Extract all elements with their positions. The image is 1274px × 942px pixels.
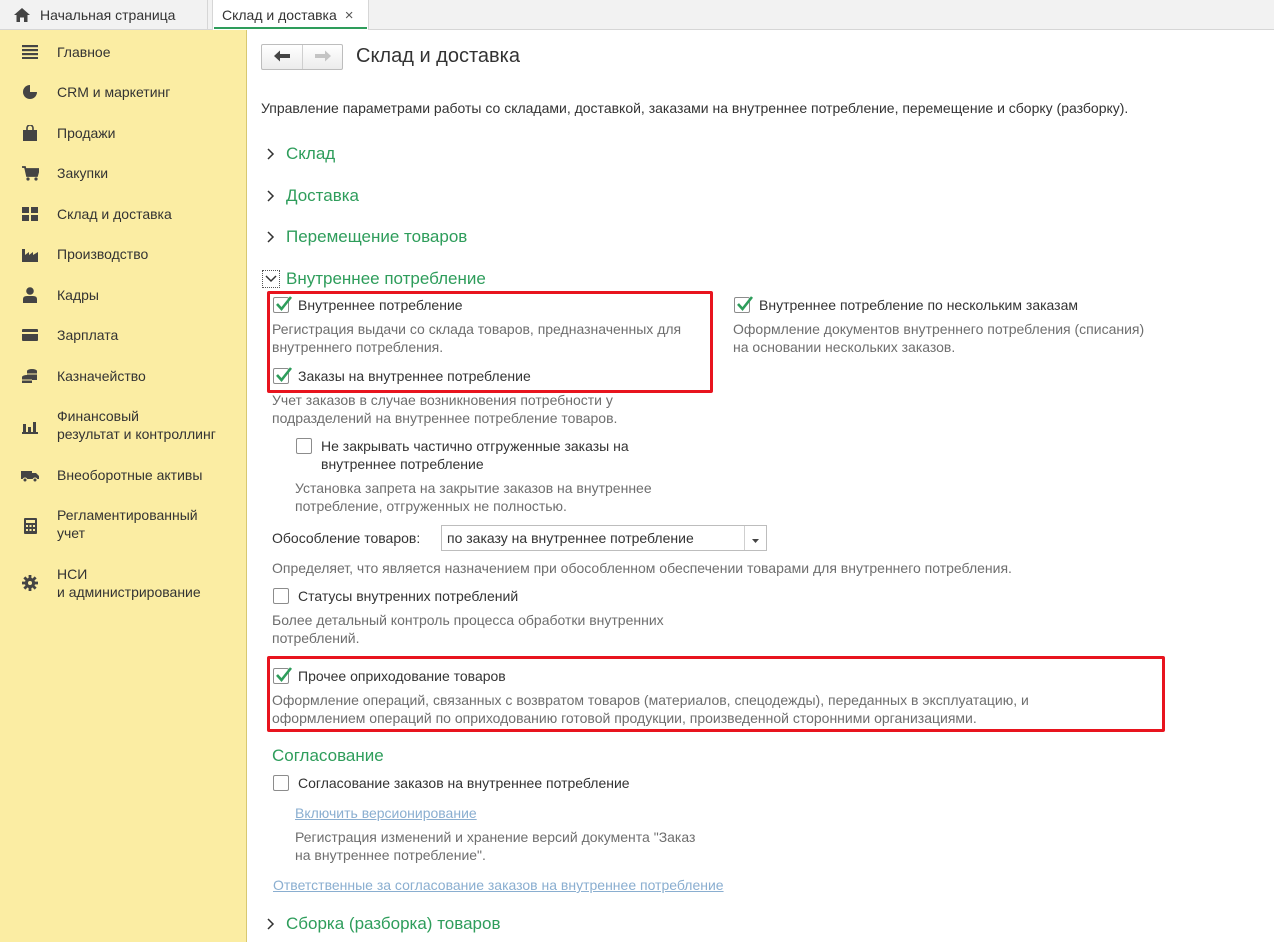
checkbox-box[interactable] [273,368,289,384]
triangle-down-icon [752,530,759,546]
checkbox-label[interactable]: Внутреннее потребление по нескольким заказам [759,297,1078,313]
sidebar-item-hr[interactable] [0,286,246,306]
pie-chart-icon [21,83,39,101]
sidebar [0,30,247,942]
isolation-select[interactable] [441,525,767,551]
sidebar-item-label: Внеоборотные активы [57,467,203,483]
arrow-left-icon [274,49,290,65]
factory-icon [21,245,39,263]
tab-sklad-dostavka[interactable] [212,0,369,30]
sidebar-item-assets[interactable] [0,466,246,486]
sidebar-item-label: CRM и маркетинг [57,84,171,100]
hint-internal-consumption: Регистрация выдачи со склада товаров, предназначенных для внутреннего потребления. [272,321,682,355]
sidebar-item-main[interactable] [0,43,246,63]
versioning-link[interactable]: Включить версионирование [295,805,477,821]
person-icon [21,286,39,304]
checkbox-label[interactable]: Не закрывать частично отгруженные заказы на внутреннее потребление [321,438,629,472]
sidebar-item-label: Закупки [57,165,109,181]
close-icon[interactable]: × [344,6,354,24]
group-title: Перемещение товаров [286,227,468,246]
hint-isolation: Определяет, что является назначением при обособленном обеспечении товарами для внутреннего потребления. [272,560,1012,576]
checkbox-approval[interactable] [273,774,630,792]
group-sklad[interactable] [262,144,335,164]
sidebar-item-warehouse[interactable] [0,205,246,225]
checkbox-box[interactable] [734,297,750,313]
gear-icon [21,574,39,592]
tab-active-label: Склад и доставка [222,7,337,23]
group-title: Доставка [286,186,360,205]
checkbox-label[interactable]: Согласование заказов на внутреннее потребление [298,775,630,791]
sidebar-item-label: Склад и доставка [57,206,172,222]
checkbox-orders[interactable] [273,367,531,385]
sidebar-item-label: Производство [57,246,149,262]
checkbox-other-receipt[interactable] [273,667,506,685]
sidebar-item-salary[interactable] [0,326,246,346]
home-icon [14,8,30,22]
group-title: Внутреннее потребление [286,269,486,288]
bar-chart-icon [21,418,39,436]
responsible-link[interactable]: Ответственные за согласование заказов на внутреннее потребление [273,877,724,893]
chevron-right-icon [262,228,280,246]
warehouse-grid-icon [21,205,39,223]
tab-bar [0,0,1274,30]
page-title: Склад и доставка [356,45,520,67]
checkbox-box[interactable] [273,297,289,313]
checkbox-label[interactable]: Прочее оприходование товаров [298,668,506,684]
nav-buttons [261,44,343,70]
checkmark-icon [274,665,294,685]
sidebar-item-crm[interactable] [0,83,246,103]
dropdown-button[interactable] [744,526,766,550]
sidebar-item-label: НСИ и администрирование [57,566,201,600]
isolation-label: Обособление товаров: [272,530,421,546]
hint-other-receipt: Оформление операций, связанных с возвратом товаров (материалов, спецодежды), переданных в эксплуатацию, и оформлением операций по оприходованию готовой продукции, произведенной сторонними организациями. [272,692,1029,726]
calculator-icon [21,517,39,535]
hint-multi-orders: Оформление документов внутреннего потребления (списания) на основании нескольких заказов. [733,321,1145,355]
checkmark-icon [274,294,294,314]
sidebar-item-label: Финансовый результат и контроллинг [57,408,216,442]
sidebar-item-label: Регламентированный учет [57,507,198,541]
hint-no-close: Установка запрета на закрытие заказов на внутреннее потребление, отгруженных не полностью. [295,480,652,514]
menu-icon [21,43,39,61]
chevron-right-icon [262,187,280,205]
sidebar-item-label: Продажи [57,125,116,141]
group-vnutr[interactable] [262,269,486,289]
coins-icon [21,367,39,385]
group-title: Сборка (разборка) товаров [286,914,501,933]
checkbox-box[interactable] [296,438,312,454]
sidebar-item-label: Кадры [57,287,99,303]
back-button[interactable] [262,45,302,69]
checkbox-internal-consumption[interactable] [273,296,463,314]
chevron-down-icon [262,270,280,288]
forward-button[interactable] [302,45,342,69]
sidebar-item-sales[interactable] [0,124,246,144]
checkbox-multi-orders[interactable] [734,296,1078,314]
group-title: Склад [286,144,336,163]
truck-icon [21,466,39,484]
shopping-bag-icon [21,124,39,142]
checkbox-box[interactable] [273,588,289,604]
page-description: Управление параметрами работы со складами, доставкой, заказами на внутреннее потребление, перемещение и сборку (разборку). [261,100,1129,116]
group-dostavka[interactable] [262,186,359,206]
cart-icon [21,164,39,182]
tab-home-label: Начальная страница [40,6,176,23]
sidebar-item-treasury[interactable] [0,367,246,387]
checkbox-label[interactable]: Заказы на внутреннее потребление [298,368,531,384]
sidebar-item-label: Зарплата [57,327,119,343]
checkbox-no-close[interactable] [296,437,629,473]
sidebar-item-production[interactable] [0,245,246,265]
hint-orders: Учет заказов в случае возникновения потребности у подразделений на внутреннее потребление товаров. [272,392,618,426]
sidebar-item-purchases[interactable] [0,164,246,184]
checkbox-box[interactable] [273,775,289,791]
sidebar-item-label: Главное [57,44,111,60]
checkmark-icon [274,365,294,385]
wallet-icon [21,326,39,344]
group-peremeshchenie[interactable] [262,227,467,247]
tab-home[interactable] [0,0,208,29]
main-content [248,30,1274,942]
checkmark-icon [735,294,755,314]
isolation-value[interactable]: по заказу на внутреннее потребление [447,530,694,546]
group-sborka[interactable] [262,914,500,934]
checkbox-statuses[interactable] [273,587,518,605]
chevron-right-icon [262,145,280,163]
checkbox-label[interactable]: Внутреннее потребление [298,297,463,313]
hint-statuses: Более детальный контроль процесса обработки внутренних потреблений. [272,612,664,646]
sidebar-item-regulated[interactable] [0,506,246,544]
sidebar-item-label: Казначейство [57,368,146,384]
hint-versioning: Регистрация изменений и хранение версий документа "Заказ на внутреннее потребление". [295,829,696,863]
approval-heading: Согласование [272,746,384,765]
arrow-right-icon [315,49,331,65]
checkbox-box[interactable] [273,668,289,684]
sidebar-item-finance[interactable] [0,407,246,445]
sidebar-item-admin[interactable] [0,565,246,603]
chevron-right-icon [262,915,280,933]
checkbox-label[interactable]: Статусы внутренних потреблений [298,588,519,604]
